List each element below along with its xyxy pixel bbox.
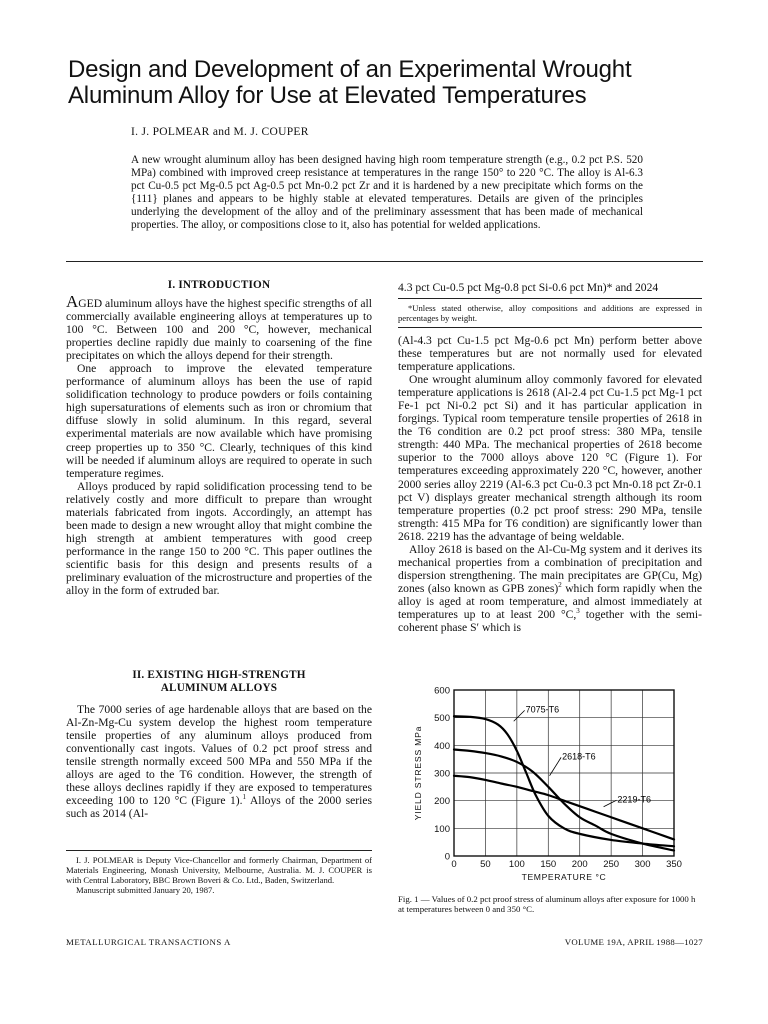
series-annotation: 2618-T6 <box>562 751 596 762</box>
y-axis-title: YIELD STRESS MPa <box>413 725 423 821</box>
annotation-leader <box>604 800 617 806</box>
y-tick-label: 0 <box>444 851 450 863</box>
right-column-top-line: 4.3 pct Cu-0.5 pct Mg-0.8 pct Si-0.6 pct Mn)* and 2024 <box>398 281 659 294</box>
left-column-intro <box>66 292 372 598</box>
section-2-paragraph-1: The 7000 series of age hardenable alloys that are based on the Al-Zn-Mg-Cu system develop the highest room temperature tensile properties of any aluminum alloys produced from conventionally cast ingots. Values of 0.2 pct proof stress and tensile strength normally exceed 500 MPa and 550 MPa if the alloys are aged to the T6 condition. However, the strength of these alloys declines rapidly if they are exposed to temperatures exceeding 100 to 120 °C (Figure 1).$^1$ Alloys of the 2000 series such as 2014 (Al- <box>66 703 372 821</box>
section-2-heading: II. EXISTING HIGH-STRENGTH ALUMINUM ALLOYS <box>132 669 306 694</box>
x-tick-label: 50 <box>480 859 491 870</box>
chart-grid <box>454 690 674 856</box>
x-tick-label: 200 <box>571 859 588 870</box>
journal-name-footer: METALLURGICAL TRANSACTIONS A <box>66 937 231 947</box>
x-tick-label: 250 <box>603 859 620 870</box>
intro-paragraph-3: Alloys produced by rapid solidification processing tend to be relatively costly and more difficult to prepare than wrought materials fabricated from ingots. Accordingly, an attempt has been made to design a new wrought alloy that might combine the high strength at ambient temperatures with good creep performance in the range 150 to 200 °C. This paper outlines the scientific basis for this design and presents results of a preliminary evaluation of the microstructure and properties of the alloy in the form of extruded bar. <box>66 479 372 598</box>
authors: I. J. POLMEAR and M. J. COUPER <box>131 126 309 138</box>
y-tick-label: 500 <box>434 713 450 725</box>
annotation-leader <box>514 710 525 721</box>
footnote-end-rule <box>398 327 702 328</box>
title-line-1: Design and Development of an Experimental Wrought <box>68 56 632 83</box>
series-line-2219-t6 <box>454 776 674 840</box>
figure-1-caption: Fig. 1 — Values of 0.2 pct proof stress of aluminum alloys after exposure for 1000 h at temperatures between 0 and 350 °C. <box>398 894 696 915</box>
author-footnote: I. J. POLMEAR is Deputy Vice-Chancellor and formerly Chairman, Department of Materials Engineering, Monash University, Melbourne, Australia. M. J. COUPER is with Central Laboratory, BBC Brown Boveri & Co. Ltd., Baden, Switzerland. Manuscript submitted January 20, 1987. <box>66 855 372 895</box>
right-column-text <box>398 334 702 634</box>
left-column-section-2 <box>66 703 372 820</box>
series-annotation: 7075-T6 <box>525 704 560 715</box>
y-tick-label: 100 <box>434 823 450 835</box>
series-annotation: 2219-T6 <box>617 794 651 805</box>
figure-1-chart <box>404 680 704 885</box>
y-tick-label: 600 <box>434 685 450 697</box>
right-paragraph-1: (Al-4.3 pct Cu-1.5 pct Mg-0.6 pct Mn) perform better above these temperatures but are not normally used for elevated temperature applications. <box>398 334 702 374</box>
right-paragraph-2: One wrought aluminum alloy commonly favored for elevated temperature applications is 2618 (Al-2.4 pct Cu-1.5 pct Mg-1 pct Fe-1 pct Ni-0.2 pct Si) and it has particular application in forgings. Typical room temperature tensile properties of 2618 in the T6 condition are 0.2 pct proof stress: 380 MPa, tensile strength: 440 MPa. The mechanical properties of 2618 become superior to the 7000 alloys above 120 °C (Figure 1). For temperatures exceeding approximately 220 °C, however, another 2000 series alloy 2219 (Al-6.3 pct Cu-0.3 pct Mn-0.18 pct Zr-0.1 pct V) displays greater mechanical strength although its room temperature properties (0.2 pct proof stress: 290 MPa, tensile strength: 415 MPa for T6 condition) are significantly lower than 2618. 2219 has the advantage of being weldable. <box>398 373 702 543</box>
y-tick-label: 300 <box>434 768 450 780</box>
x-tick-label: 300 <box>634 859 651 870</box>
footnote-divider-left <box>66 850 372 851</box>
intro-paragraph-1: AGED aluminum alloys have the highest specific strengths of all commercially available engineering alloys at temperatures up to 100 °C. Between 100 and 200 °C, however, mechanical properties decline rapidly due mainly to coarsening of the fine precipitates on which the alloys depend for their strength. <box>66 292 372 363</box>
composition-footnote: *Unless stated otherwise, alloy compositions and additions are expressed in percentages by weight. <box>398 303 702 323</box>
volume-page-footer: VOLUME 19A, APRIL 1988—1027 <box>564 937 703 947</box>
intro-paragraph-2: One approach to improve the elevated temperature performance of aluminum alloys has been the use of rapid solidification technology to produce powders or foils containing high supersaturations of elements such as iron or chromium that diffuse slowly in solid aluminum. In this regard, several experimental materials are now available which have promising creep properties up to 350 °C. Clearly, techniques of this kind will be needed if aluminum alloys are required to operate in such temperature regimes. <box>66 362 372 480</box>
abstract-divider <box>66 261 703 262</box>
x-tick-label: 100 <box>508 859 525 870</box>
chart-series <box>454 716 674 850</box>
x-tick-label: 150 <box>540 859 557 870</box>
y-tick-label: 200 <box>434 796 450 808</box>
drop-cap: A <box>66 292 79 311</box>
x-tick-label: 0 <box>451 859 457 870</box>
footnote-divider-right <box>398 298 702 299</box>
right-paragraph-3: Alloy 2618 is based on the Al-Cu-Mg system and it derives its mechanical properties from a combination of precipitation and dispersion strengthening. The main precipitates are GP(Cu, Mg) zones (also known as GPB zones)$^2$ which form rapidly when the alloy is aged at room temperature, and almost immediately at temperatures up to at least 200 °C,$^3$ together with the semi-coherent phase S′ which is <box>398 542 702 635</box>
y-tick-label: 400 <box>434 740 450 752</box>
abstract: A new wrought aluminum alloy has been designed having high room temperature strength (e.g., 0.2 pct P.S. 520 MPa) combined with improved creep resistance at temperatures in the range 150° to 220 °C. The alloy is Al-6.3 pct Cu-0.5 pct Mg-0.5 pct Ag-0.5 pct Mn-0.2 pct Zr and it is hardened by a new precipitate which forms on the {111} planes and appears to be highly stable at elevated temperatures. Details are given of the principles underlying the development of the alloy and of the preliminary assessment that has been made of mechanical properties. The alloy, or compositions close to it, also has potential for welded applications. <box>131 154 643 232</box>
title-line-2: Aluminum Alloy for Use at Elevated Temperatures <box>68 82 587 109</box>
x-tick-label: 350 <box>666 859 682 870</box>
x-axis-title: TEMPERATURE °C <box>521 872 607 882</box>
paper-title <box>68 57 708 109</box>
section-1-heading: I. INTRODUCTION <box>167 279 271 291</box>
